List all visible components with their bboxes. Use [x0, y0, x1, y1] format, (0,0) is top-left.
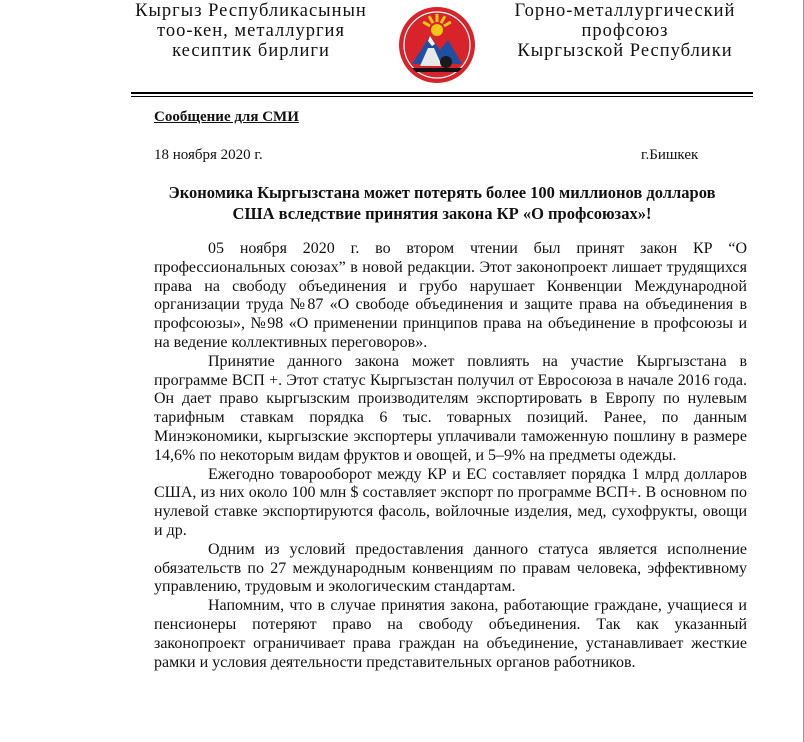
header-left-line: тоо-кен, металлургия — [157, 21, 345, 41]
title-line: Экономика Кыргызстана может потерять более 100 миллионов долларов — [168, 183, 716, 202]
union-emblem-icon — [398, 6, 476, 84]
header-kyrgyz — [128, 1, 374, 61]
body-paragraph: Одним из условий предоставления данного статуса является исполнение обязательств по 27 международным конвенциям по правам человека, эффективному управлению, трудовым и экологическим стандартам. — [154, 540, 747, 596]
press-release-body — [154, 240, 747, 672]
header-left-line: кесиптик бирлиги — [172, 41, 330, 61]
header-russian — [496, 1, 754, 61]
body-paragraph: 05 ноября 2020 г. во втором чтении был принят закон КР “О профессиональных союзах” в новой редакции. Этот законопроект лишает трудящихся права на свободу объединения и грубо нарушает Конвенции Международной организации труда №87 «О свободе объединения и защите права на объединения в профсоюзы», №98 «О применении принципов права на объединение в профсоюзы и на ведение коллективных переговоров». — [154, 240, 747, 351]
header-divider-thin — [131, 96, 753, 97]
body-paragraph: Напомним, что в случае принятия закона, работающие граждане, учащиеся и пенсионеры потеряют право на свободу объединения. Так как указанный законопроект ограничивает права граждан на объединение, устанавливает жесткие рамки и условия деятельности представительных органов работников. — [154, 597, 747, 671]
header-divider-thick — [131, 92, 753, 94]
body-paragraph: Ежегодно товарооборот между КР и ЕС составляет порядка 1 млрд долларов США, из них около 100 млн $ составляет экспорт по программе ВСП+. В основном по нулевой ставке экспортируются фасоль, войлочные изделия, мед, сухофрукты, овощи и др. — [154, 465, 747, 539]
header-left-line: Кыргыз Республикасынын — [135, 1, 367, 21]
title-line: США вследствие принятия закона КР «О профсоюзах»! — [232, 204, 652, 223]
media-label: Сообщение для СМИ — [154, 109, 299, 125]
header-right-line: Горно-металлургический — [514, 1, 736, 21]
release-city: г.Бишкек — [641, 147, 699, 163]
header-right-line: профсоюз — [581, 21, 669, 41]
press-release-title — [132, 182, 752, 224]
body-paragraph: Принятие данного закона может повлиять на участие Кыргызстана в программе ВСП +. Этот статус Кыргызстан получил от Евросоюза в начале 2016 года. Он дает право кыргызским производителям экспортировать в Европу по нулевым тарифным ставкам порядка 6 тыс. товарных позиций. Ранее, по данным Минэкономики, кыргызские экспортеры уплачивали таможенную пошлину в размере 14,6% по некоторым видам фруктов и овощей, и 5–9% на предметы одежды. — [154, 352, 747, 464]
header-right-line: Кыргызской Республики — [517, 41, 733, 61]
release-date: 18 ноября 2020 г. — [154, 147, 263, 163]
